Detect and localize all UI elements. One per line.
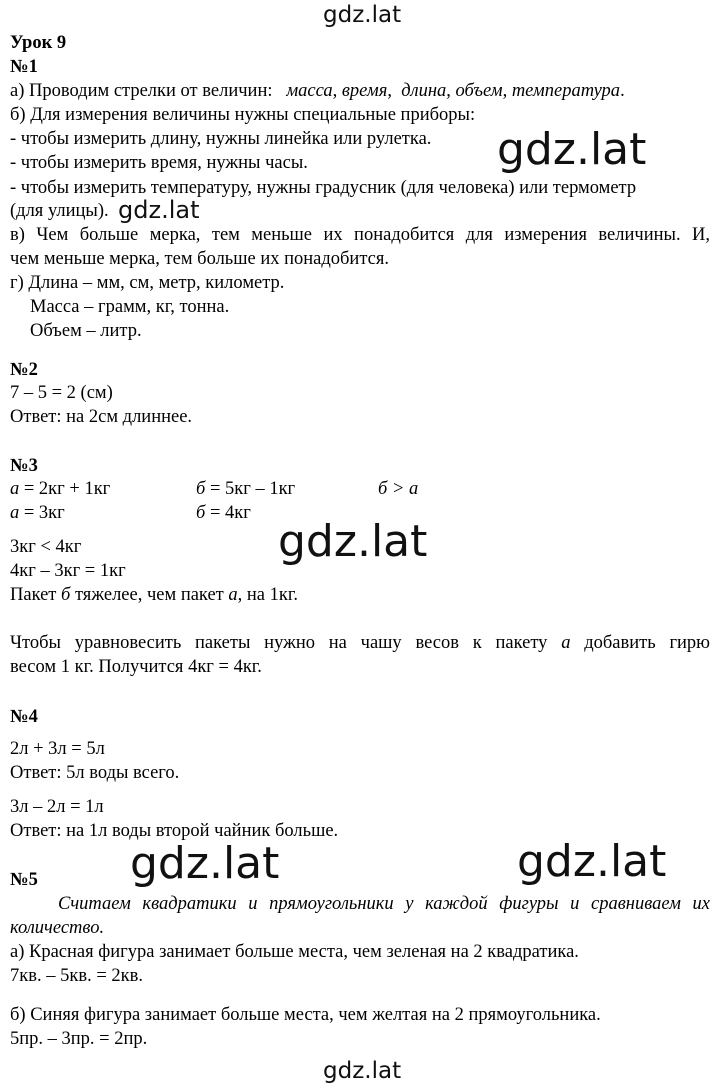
task3-number: №3	[10, 456, 38, 476]
watermark-bottom: gdz.lat	[323, 1058, 402, 1084]
task3-balance-pre: Чтобы уравновесить пакеты нужно на чашу весов к пакету	[10, 633, 562, 653]
task3-var-a: а	[10, 503, 20, 523]
task5-intro-2: количество.	[10, 918, 105, 938]
task3-a-eq1	[10, 478, 110, 500]
watermark-large-4: gdz.lat	[517, 836, 667, 887]
task3-diff: 4кг – 3кг = 1кг	[10, 561, 126, 581]
task1-a-item-mass: масса	[286, 81, 333, 101]
task1-a-item-temperature: температура	[511, 81, 621, 101]
task4-answer-2: Ответ: на 1л воды второй чайник больше.	[10, 821, 339, 841]
task3-b-eq1-rhs: = 5кг – 1кг	[205, 479, 296, 499]
watermark-top: gdz.lat	[323, 2, 402, 28]
task3-answer-mid: тяжелее, чем пакет	[70, 585, 229, 605]
task1-time-line: - чтобы измерить время, нужны часы.	[10, 153, 308, 173]
task1-v-line-2: чем меньше мерка, тем больше их понадобится.	[10, 249, 389, 269]
task5-number: №5	[10, 870, 38, 890]
task4-answer-1: Ответ: 5л воды всего.	[10, 763, 180, 783]
task3-var-b: б	[61, 585, 71, 605]
task3-balance-line-1	[10, 632, 710, 654]
task3-answer	[10, 584, 298, 606]
task2-number: №2	[10, 360, 38, 380]
task5-a: а) Красная фигура занимает больше места, чем зеленая на 2 квадратика.	[10, 942, 579, 962]
task3-balance-end: добавить гирю	[570, 633, 711, 653]
task3-ineq: 3кг < 4кг	[10, 537, 82, 557]
task1-number: №1	[10, 57, 38, 77]
task5-a-calc: 7кв. – 5кв. = 2кв.	[10, 966, 143, 986]
task1-a-item-time: время	[341, 81, 388, 101]
task1-temp-line-2: (для улицы).	[10, 201, 109, 221]
task3-b-eq1	[196, 478, 295, 500]
lesson-title: Урок 9	[10, 33, 67, 53]
watermark-large-1: gdz.lat	[497, 124, 647, 175]
task3-var-b: б	[196, 503, 206, 523]
task3-answer-end: , на 1кг.	[237, 585, 298, 605]
task3-var-a: а	[228, 585, 238, 605]
task3-a-eq2	[10, 502, 65, 524]
watermark-large-2: gdz.lat	[278, 516, 428, 567]
task1-b-line: б) Для измерения величины нужны специальные приборы:	[10, 105, 476, 125]
task3-var-a: а	[10, 479, 20, 499]
task1-a-item-volume: объем	[455, 81, 503, 101]
task1-length-line: - чтобы измерить длину, нужны линейка или рулетка.	[10, 129, 432, 149]
task2-calc: 7 – 5 = 2 (см)	[10, 383, 113, 403]
task4-calc-1: 2л + 3л = 5л	[10, 739, 105, 759]
task5-intro-1: Считаем квадратики и прямоугольники у каждой фигуры и сравниваем их	[58, 894, 710, 914]
task1-g-length: г) Длина – мм, см, метр, километр.	[10, 273, 285, 293]
task1-g-mass: Масса – грамм, кг, тонна.	[30, 297, 230, 317]
watermark-small-1: gdz.lat	[118, 196, 200, 224]
task4-number: №4	[10, 707, 38, 727]
task3-b-eq2	[196, 502, 251, 524]
task1-a-item-length: длина	[401, 81, 447, 101]
task3-var-b: б	[196, 479, 206, 499]
task3-b-eq2-rhs: = 4кг	[205, 503, 251, 523]
task3-balance-line-2: весом 1 кг. Получится 4кг = 4кг.	[10, 657, 262, 677]
task3-answer-pre: Пакет	[10, 585, 62, 605]
task5-b: б) Синяя фигура занимает больше места, чем желтая на 2 прямоугольника.	[10, 1005, 601, 1025]
task3-a-eq1-rhs: = 2кг + 1кг	[19, 479, 111, 499]
task1-a-line: а) Проводим стрелки от величин: масса, время, длина, объем, температура.	[10, 81, 625, 101]
task1-temp-line-1: - чтобы измерить температуру, нужны градусник (для человека) или термометр	[10, 178, 637, 198]
task3-var-a: а	[561, 633, 571, 653]
task2-answer: Ответ: на 2см длиннее.	[10, 407, 193, 427]
task1-v-line-1: в) Чем больше мерка, тем меньше их понадобится для измерения величины. И,	[10, 225, 710, 245]
task1-a-prefix: а) Проводим стрелки от величин:	[10, 81, 273, 101]
task3-a-eq2-rhs: = 3кг	[19, 503, 65, 523]
task4-calc-2: 3л – 2л = 1л	[10, 797, 104, 817]
watermark-large-3: gdz.lat	[130, 838, 280, 889]
task5-b-calc: 5пр. – 3пр. = 2пр.	[10, 1029, 148, 1049]
task3-comparison: б > а	[378, 479, 419, 499]
task1-g-volume: Объем – литр.	[30, 321, 142, 341]
